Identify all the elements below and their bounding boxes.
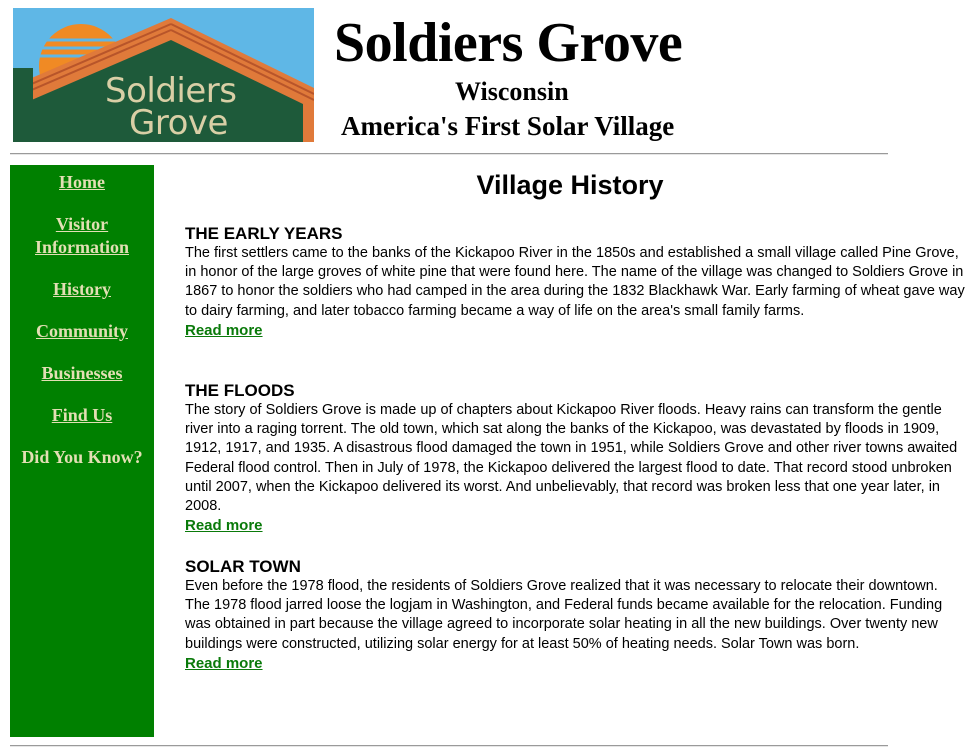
read-more-floods-link[interactable]: Read more — [185, 517, 263, 535]
section-text: Even before the 1978 flood, the residents of Soldiers Grove realized that it was necessary to relocate their downtown. The 1978 flood jarred loose the logjam in Washington, and Federal funds became available for the relocation. Funding was obtained in part because the village agreed to incorporate solar heating in all the new buildings. Over twenty new buildings were constructed, utilizing solar energy for at least 50% of heating needs. Solar Town was born. — [185, 578, 943, 652]
site-logo[interactable] — [13, 8, 314, 142]
section-early-years — [185, 224, 965, 340]
nav-businesses-label: Businesses — [41, 363, 123, 383]
logo-text-line2: Grove — [129, 103, 228, 142]
section-solar-town — [185, 557, 965, 673]
nav-did-you-know-link[interactable] — [10, 446, 154, 469]
nav-businesses-link[interactable] — [10, 362, 154, 385]
nav-community-label: Community — [35, 321, 128, 341]
header-divider — [10, 153, 888, 155]
section-title: SOLAR TOWN — [185, 557, 301, 576]
read-more-solar-town-link[interactable]: Read more — [185, 654, 263, 672]
logo-text-line1: Soldiers — [105, 71, 237, 111]
nav-find-us-label: Find Us — [51, 405, 113, 425]
nav-history-label: History — [53, 279, 111, 299]
nav-home-label: Home — [59, 172, 105, 192]
nav-visitor-label-line2: Information — [35, 237, 129, 257]
nav-visitor-information-link[interactable] — [10, 213, 154, 259]
section-floods — [185, 381, 965, 535]
nav-visitor-label-line1: Visitor — [55, 214, 109, 234]
footer-divider — [10, 745, 888, 747]
section-title: THE EARLY YEARS — [185, 224, 343, 243]
section-text: The first settlers came to the banks of the Kickapoo River in the 1850s and established a small village called Pine Grove, in honor of the large groves of white pine that were found here. The name of the village was changed to Soldiers Grove in 1867 to honor the soldiers who had camped in the area during the 1832 Blackhawk War. Early farming of wheat gave way to dairy farming, and later tobacco farming became a way of life on the area's small family farms. — [185, 245, 965, 319]
sidebar-nav — [10, 165, 154, 737]
nav-history-link[interactable] — [10, 278, 154, 301]
site-title: Soldiers Grove — [334, 12, 683, 74]
nav-home-link[interactable] — [10, 171, 154, 194]
site-state: Wisconsin — [455, 77, 569, 106]
section-title: THE FLOODS — [185, 381, 295, 400]
nav-find-us-link[interactable] — [10, 404, 154, 427]
nav-did-you-know-label: Did You Know? — [21, 447, 143, 467]
page-title: Village History — [476, 170, 664, 200]
read-more-early-years-link[interactable]: Read more — [185, 321, 263, 339]
section-text: The story of Soldiers Grove is made up of chapters about Kickapoo River floods. Heavy rains can transform the gentle river into a raging torrent. The old town, which sat along the banks of the Kickapoo, was devastated by floods in 1909, 1912, 1917, and 1935. A disastrous flood damaged the town in 1951, while Soldiers Grove and other river towns awaited Federal flood control. Then in July of 1978, the Kickapoo delivered the largest flood to date. That record stood unbroken until 2007, when the Kickapoo delivered its worst. And unbelievably, that record was broken less that one year later, in 2008. — [185, 402, 958, 515]
site-tagline: America's First Solar Village — [341, 111, 675, 141]
nav-community-link[interactable] — [10, 320, 154, 343]
